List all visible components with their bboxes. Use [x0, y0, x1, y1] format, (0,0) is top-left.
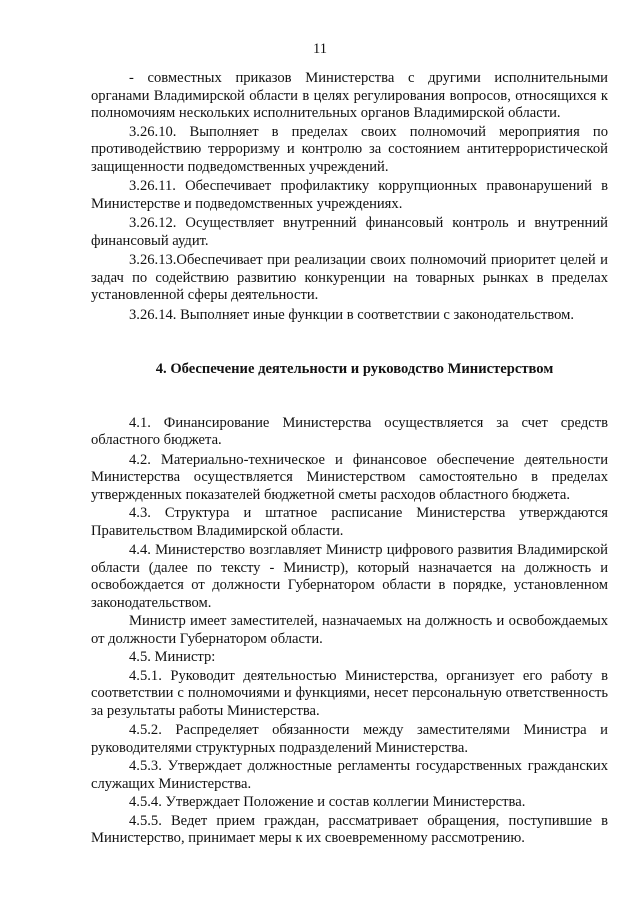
paragraph-4-4: 4.4. Министерство возглавляет Министр цифрового развития Владимирской области (далее по тексту - Министр), который назначается на должность и освобождается от должности Губернатором области в порядке, установленном законодательством. [91, 542, 608, 611]
paragraph-4-5-3: 4.5.3. Утверждает должностные регламенты государственных гражданских служащих Министерства. [91, 758, 608, 792]
section-heading: 4. Обеспечение деятельности и руководство Министерством [155, 361, 554, 377]
paragraph-4-5-5: 4.5.5. Ведет прием граждан, рассматривает обращения, поступившие в Министерство, принимает меры к их своевременному рассмотрению. [91, 812, 608, 846]
paragraph-3-26-14: 3.26.14. Выполняет иные функции в соответствии с законодательством. [129, 306, 574, 323]
paragraph-4-1: 4.1. Финансирование Министерства осуществляется за счет средств областного бюджета. [91, 414, 608, 448]
paragraph-4-2: 4.2. Материально-техническое и финансовое обеспечение деятельности Министерства осуществляется Министерством самостоятельно в пределах утвержденных показателей бюджетной сметы расходов областного бюджета. [91, 451, 608, 503]
page-number: 11 [313, 41, 327, 57]
paragraph-4-5: 4.5. Министр: [129, 649, 216, 665]
paragraph-4-3: 4.3. Структура и штатное расписание Министерства утверждаются Правительством Владимирской области. [91, 505, 608, 539]
paragraph-4-5-2: 4.5.2. Распределяет обязанности между заместителями Министра и руководителями структурных подразделений Министерства. [91, 722, 608, 756]
paragraph-3-26-11: 3.26.11. Обеспечивает профилактику коррупционных правонарушений в Министерстве и подведомственных учреждениях. [91, 178, 608, 212]
paragraph-4-5-4: 4.5.4. Утверждает Положение и состав коллегии Министерства. [129, 794, 526, 810]
paragraph-joint-orders: - совместных приказов Министерства с другими исполнительными органами Владимирской области в целях регулирования вопросов, относящихся к полномочиям нескольких исполнительных органов Владимирской области. [91, 70, 608, 121]
paragraph-minister-deputies: Министр имеет заместителей, назначаемых на должность и освобождаемых от должности Губернатором области. [91, 613, 608, 647]
document-body [91, 70, 608, 848]
paragraph-3-26-13: 3.26.13.Обеспечивает при реализации своих полномочий приоритет целей и задач по содействию развитию конкуренции на товарных рынках в пределах установленной сферы деятельности. [91, 252, 608, 303]
paragraph-3-26-10: 3.26.10. Выполняет в пределах своих полномочий мероприятия по противодействию терроризму и контролю за состоянием антитеррористической защищенности подведомственных учреждений. [91, 123, 608, 175]
paragraph-4-5-1: 4.5.1. Руководит деятельностью Министерства, организует его работу в соответствии с полномочиями и функциями, несет персональную ответственность за результаты работы Министерства. [91, 667, 608, 719]
paragraph-3-26-12: 3.26.12. Осуществляет внутренний финансовый контроль и внутренний финансовый аудит. [91, 215, 608, 249]
